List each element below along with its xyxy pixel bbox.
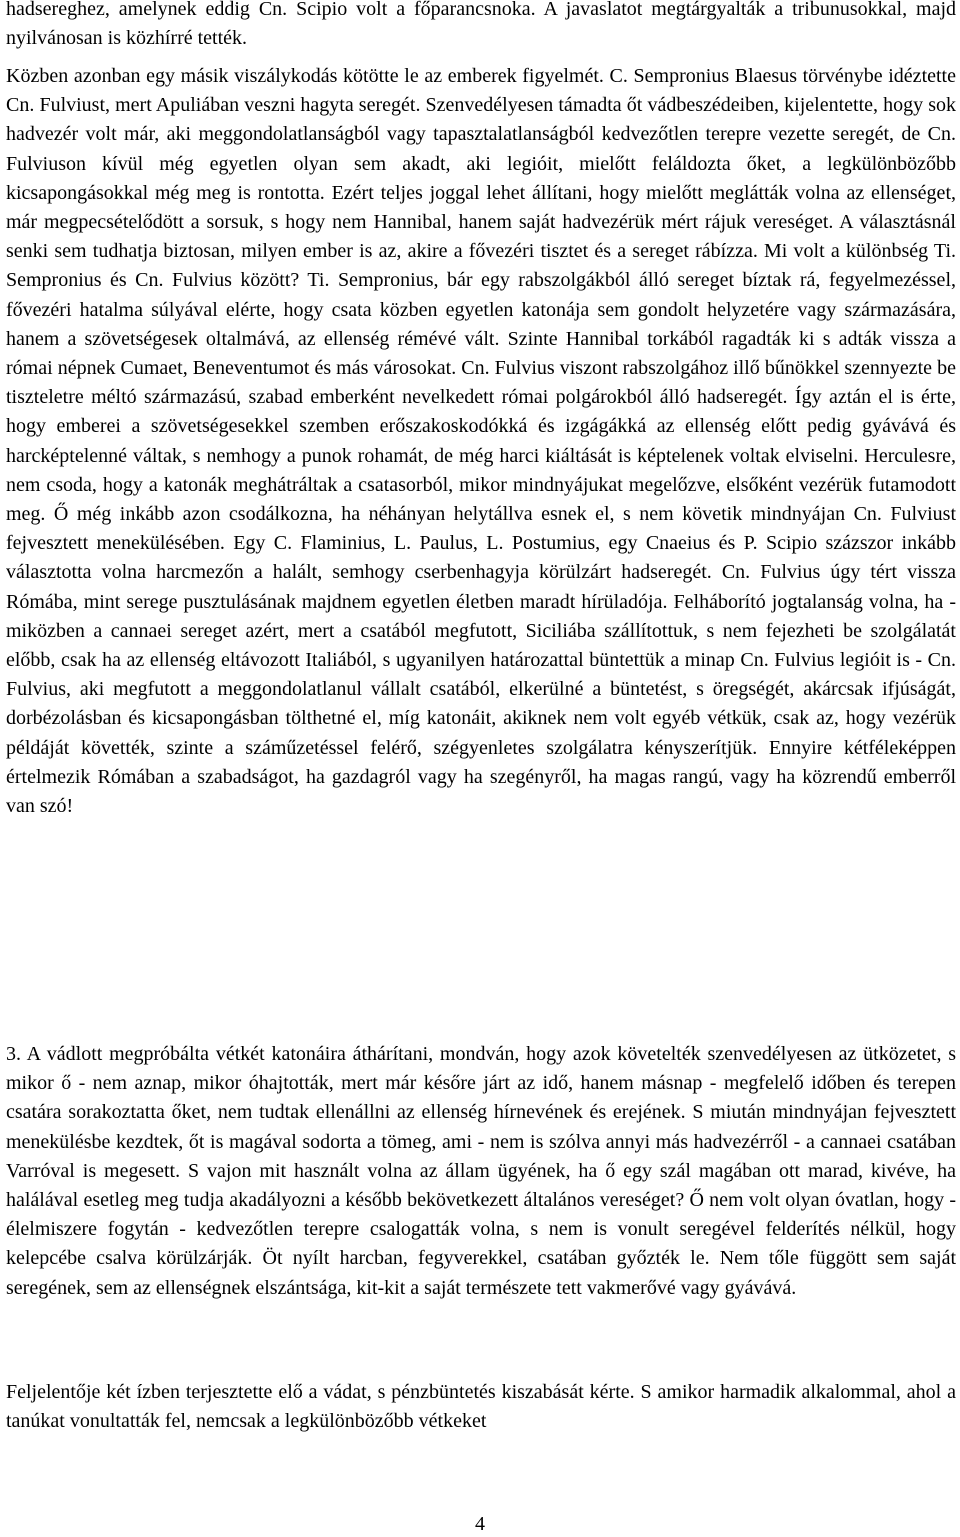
paragraph-section-3: 3. A vádlott megpróbálta vétkét katonáira áthárítani, mondván, hogy azok követelték szenvedélyesen az ütközetet, s mikor ő - nem aznap, mikor óhajtották, mert már későre járt az idő, hanem másnap - megfelelő időben és terepen csatára sorakoztatta őket, nem tudtak ellenállni az ellenség hírnevének és erejének. S miután mindnyájan fejvesztett menekülésbe kezdtek, őt is magával sodorta a tömeg, ami - nem is szólva annyi más hadvezérről - a cannaei csatában Varróval is megesett. S vajon mit használt volna az állam ügyének, ha ő egy szál magában ott marad, kivéve, ha halálával esetleg meg tudja akadályozni a később bekövetkezett általános vereséget? Ő nem volt olyan óvatlan, hogy - élelmiszere fogytán - kedvezőtlen terepre csalogatták volna, s nem is vonult seregével felderítés nélkül, hogy kelepcébe csalva körülzárják. Öt nyílt harcban, fegyverekkel, csatában győzték le. Nem tőle függött sem saját seregének, sem az ellenségnek elszántsága, kit-kit a saját természete tett vakmerővé vagy gyávává. (6, 1043, 956, 1299)
paragraph-main: Közben azonban egy másik viszálykodás kötötte le az emberek figyelmét. C. Sempronius Blaesus törvénybe idéztette Cn. Fulviust, mert Apuliában veszni hagyta seregét. Szenvedélyesen támadta őt vádbeszédeiben, kijelentette, hogy sok hadvezér volt már, aki meggondolatlanságból vagy tapasztalatlanságból kedvezőtlen terepre vezette seregét, de Cn. Fulviuson kívül még egyetlen olyan sem akadt, aki legióit, mielőtt feláldozta őket, a legkülönbözőbb kicsapongásokkal még meg is rontotta. Ezért teljes joggal lehet állítani, hogy mielőtt meglátták volna az ellenséget, már megpecsételődött a sorsuk, s hogy nem Hannibal, hanem saját hadvezérük mért rájuk vereséget. A választásnál senki sem tudhatja biztosan, milyen ember is az, akire a fővezéri tisztet és a sereget rábízza. Mi volt a különbség Ti. Sempronius és Cn. Fulvius között? Ti. Sempronius, bár egy rabszolgákból álló sereget bíztak rá, fegyelmezéssel, fővezéri hatalma súlyával elérte, hogy csata közben egyetlen katonája sem gondolt helyzetére vagy származására, hanem a szövetségesek oltalmává, az ellenség rémévé vált. Szinte Hannibal torkából ragadták ki s adták vissza a római népnek Cumaet, Beneventumot és más városokat. Cn. Fulvius viszont rabszolgához illő bűnökkel szennyezte be tiszteletre méltó származású, szabad emberként nevelkedett római polgárokból álló hadseregét. Így aztán el is érte, hogy emberei a szövetségesekkel szemben erőszakoskodókká és izgágákká az ellenség előtt pedig gyávává és harcképtelenné váltak, s nemhogy a punok rohamát, de még harci kiáltását is képtelenek voltak elviselni. Herculesre, nem csoda, hogy a katonák meghátráltak a csatasorból, mikor mindnyájukat megelőzve, elsőként vezérük futamodott meg. Ő még inkább azon csodálkozna, ha néhányan helytállva esnek el, s nem követik mindnyájan Cn. Fulviust fejvesztett menekülésében. Egy C. Flaminius, L. Paulus, L. Postumius, egy Cnaeius és P. Scipio százszor inkább választotta volna harcmezőn a halált, semhogy cserbenhagyja körülzárt hadseregét. Cn. Fulvius úgy tért vissza Rómába, mint serege pusztulásának majdnem egyetlen életben maradt hírüladója. Felháborító jogtalanság volna, ha - miközben a cannaei sereget azért, mert a csatából megfutott, Siciliába szállítottuk, s nem fejezheti be szolgálatát előbb, csak ha az ellenség eltávozott Italiából, s ugyanilyen határozattal büntettük a minap Cn. Fulvius legióit is - Cn. Fulvius, aki megfutott a meggondolatlanul vállalt csatából, elkerülné a büntetést, s öregségét, akárcsak ifjúságát, dorbézolásban és kicsapongásban tölthetné el, míg katonáit, akiknek nem volt egyéb vétkük, csak az, hogy vezérük példáját követték, szinte a száműzetéssel felérő, szégyenletes szolgálatra kényszerítjük. Ennyire kétféleképpen értelmezik Rómában a szabadságot, ha gazdagról vagy ha szegényről, ha magas rangú, vagy ha közrendű emberről van szó! (6, 65, 956, 818)
paragraph-continuation: hadsereghez, amelynek eddig Cn. Scipio volt a főparancsnoka. A javaslatot megtárgyalták a tribunusokkal, majd nyilvánosan is közhírré tették. (6, 0, 956, 50)
paragraph-accusation: Feljelentője két ízben terjesztette elő a vádat, s pénzbüntetés kiszabását kérte. S amikor harmadik alkalommal, ahol a tanúkat vonultatták fel, nemcsak a legkülönbözőbb vétkeket (6, 1381, 956, 1433)
page-number: 4 (475, 1513, 485, 1535)
